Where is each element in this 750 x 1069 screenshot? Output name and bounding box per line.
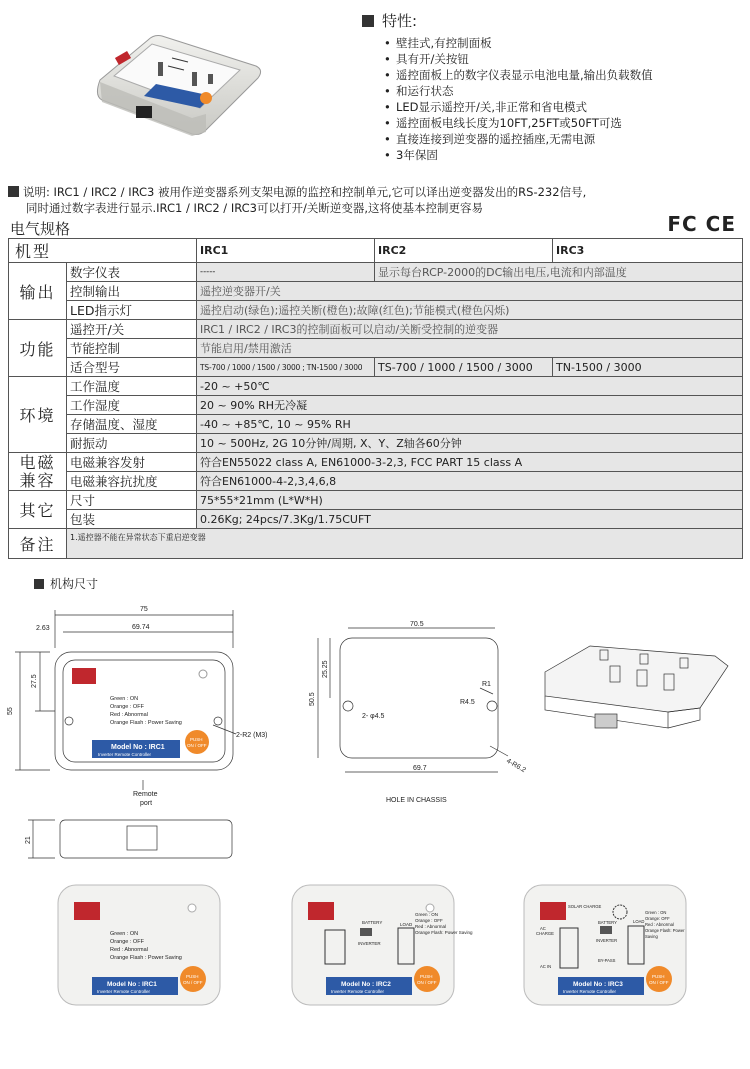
panel-subtitle: Inverter Remote Controller <box>563 989 617 994</box>
table-row <box>9 453 743 472</box>
chassis-outline <box>340 638 498 758</box>
square-bullet-icon <box>34 579 44 589</box>
row-label: 数字仪表 <box>67 263 197 282</box>
cell-value: 显示每台RCP-2000的DC输出电压,电流和内部温度 <box>375 263 743 282</box>
diagram-label: AC IN <box>540 964 552 969</box>
group-environment: 环境 <box>9 377 67 453</box>
cell-value: 符合EN55022 class A, EN61000-3-2,3, FCC PART 15 class A <box>197 453 743 472</box>
row-label: LED指示灯 <box>67 301 197 320</box>
push-label: PUSH <box>652 974 665 979</box>
feature-item: • 直接连接到逆变器的遥控插座,无需电源 <box>384 131 742 147</box>
cell-value: 符合EN61000-4-2,3,4,6,8 <box>197 472 743 491</box>
panel-model: Model No : IRC2 <box>341 981 391 988</box>
cell-value: ----- <box>197 263 375 282</box>
spec-table <box>8 238 743 559</box>
cell-value: TN-1500 / 3000 <box>553 358 743 377</box>
legend-text: Red : Abnormal <box>645 922 674 927</box>
group-function: 功能 <box>9 320 67 377</box>
cell-value: -20 ~ +50℃ <box>197 377 743 396</box>
remote-port-label: port <box>140 800 153 807</box>
certification-logos: FC CE <box>667 212 736 236</box>
legend-text: Green : ON <box>415 912 439 917</box>
diagram-label: AC <box>540 926 546 931</box>
table-row <box>9 263 743 282</box>
row-label: 耐振动 <box>67 434 197 453</box>
diagram-label: SOLAR CHARGE <box>568 904 602 909</box>
table-row <box>9 301 743 320</box>
cell-value: 节能启用/禁用激活 <box>197 339 743 358</box>
feature-item: • 和运行状态 <box>384 83 742 99</box>
dimension-drawings <box>0 590 750 1069</box>
dim-label: 25.25 <box>322 660 329 678</box>
diagram-label: BATTERY <box>362 920 383 925</box>
header-model: 机型 <box>9 239 197 263</box>
header-irc2: IRC2 <box>375 239 553 263</box>
table-row <box>9 396 743 415</box>
group-others: 其它 <box>9 491 67 529</box>
dim-label: 2.63 <box>36 625 50 632</box>
push-label: PUSH <box>190 737 203 742</box>
panel-model: Model No : IRC1 <box>111 744 165 751</box>
diagram-label: CHARGE <box>536 931 554 936</box>
table-row <box>9 472 743 491</box>
cell-value: 0.26Kg; 24pcs/7.3Kg/1.75CUFT <box>197 510 743 529</box>
diagram-label: LOAD <box>400 922 413 927</box>
dim-label: 4-R6.2 <box>505 757 527 775</box>
diagram-label: INVERTER <box>596 938 618 943</box>
dim-label: 55 <box>7 707 14 715</box>
table-row <box>9 415 743 434</box>
push-label: PUSH <box>420 974 433 979</box>
table-row <box>9 320 743 339</box>
table-row <box>9 434 743 453</box>
dim-label: 50.5 <box>309 692 316 706</box>
dim-label: R1 <box>482 681 491 688</box>
row-label: 电磁兼容发射 <box>67 453 197 472</box>
legend-text: Red : Abnormal <box>110 947 148 953</box>
square-bullet-icon <box>8 186 19 197</box>
legend-text: Orange Flash : Power Saving <box>110 955 182 961</box>
cell-value: -40 ~ +85℃, 10 ~ 95% RH <box>197 415 743 434</box>
dim-label: 69.7 <box>413 765 427 772</box>
dim-label: R4.5 <box>460 699 475 706</box>
diagram-label: BATTERY <box>598 920 617 925</box>
row-label: 存储温度、湿度 <box>67 415 197 434</box>
spec-title: 电气规格 <box>10 220 71 238</box>
panel-model: Model No : IRC1 <box>107 981 157 988</box>
header-irc1: IRC1 <box>197 239 375 263</box>
square-bullet-icon <box>362 15 374 27</box>
feature-item: • 遥控面板上的数字仪表显示电池电量,输出负载数值 <box>384 67 742 83</box>
legend-text: Red : Abnormal <box>110 712 148 718</box>
cell-value: 遥控逆变器开/关 <box>197 282 743 301</box>
legend-text: Green : ON <box>110 931 139 937</box>
feature-item: • LED显示遥控开/关,非正常和省电模式 <box>384 99 742 115</box>
table-row <box>9 339 743 358</box>
table-row <box>9 510 743 529</box>
panel-subtitle: Inverter Remote Controller <box>331 989 385 994</box>
push-label: ON / OFF <box>417 980 437 985</box>
features-title: 特性: <box>362 10 742 31</box>
push-label: ON / OFF <box>649 980 669 985</box>
feature-item: • 壁挂式,有控制面板 <box>384 35 742 51</box>
legend-text: Red : Abnormal <box>415 924 447 929</box>
push-label: ON / OFF <box>187 743 207 748</box>
legend-text: Saving <box>645 934 658 939</box>
cell-value: 20 ~ 90% RH无冷凝 <box>197 396 743 415</box>
legend-text: Orange : OFF <box>110 939 144 945</box>
cell-value: TS-700 / 1000 / 1500 / 3000 ; TN-1500 / 3000 <box>197 358 375 377</box>
feature-item: • 具有开/关按钮 <box>384 51 742 67</box>
product-photo <box>88 22 270 142</box>
cell-value: 10 ~ 500Hz, 2G 10分钟/周期, X、Y、Z轴各60分钟 <box>197 434 743 453</box>
dim-label: 21 <box>25 836 32 844</box>
diagram-label: BY-PASS <box>598 958 616 963</box>
group-note: 备注 <box>9 529 67 559</box>
dimensions-title: 机构尺寸 <box>34 575 98 592</box>
row-label: 控制输出 <box>67 282 197 301</box>
panel-subtitle: Inverter Remote Controller <box>98 752 152 757</box>
dim-label: 69.74 <box>132 624 150 631</box>
legend-text: Green : ON <box>110 696 139 702</box>
legend-text: Orange Flash: Power <box>645 928 685 933</box>
table-row <box>9 491 743 510</box>
dim-label: 27.5 <box>31 674 38 688</box>
legend-text: Orange Flash : Power Saving <box>110 720 182 726</box>
row-label: 工作温度 <box>67 377 197 396</box>
table-row <box>9 358 743 377</box>
table-header-row <box>9 239 743 263</box>
row-label: 适合型号 <box>67 358 197 377</box>
feature-item: • 3年保固 <box>384 147 742 163</box>
row-label: 尺寸 <box>67 491 197 510</box>
group-emc: 电磁兼容 <box>9 453 67 491</box>
table-row <box>9 377 743 396</box>
iso-view-outline <box>545 646 728 712</box>
dim-label: 75 <box>140 606 148 613</box>
push-label: PUSH <box>186 974 199 979</box>
dim-label: 2-R2 (M3) <box>236 732 268 739</box>
header-irc3: IRC3 <box>553 239 743 263</box>
cell-value: 遥控启动(绿色);遥控关断(橙色);故障(红色);节能模式(橙色闪烁) <box>197 301 743 320</box>
dim-label: 70.5 <box>410 621 424 628</box>
row-label: 电磁兼容抗扰度 <box>67 472 197 491</box>
row-label: 遥控开/关 <box>67 320 197 339</box>
features-section <box>362 10 742 163</box>
description-line: 同时通过数字表进行显示.IRC1 / IRC2 / IRC3可以打开/关断逆变器,这将使基本控制更容易 <box>26 201 484 215</box>
row-label: 工作湿度 <box>67 396 197 415</box>
row-label: 节能控制 <box>67 339 197 358</box>
panel-subtitle: Inverter Remote Controller <box>97 989 151 994</box>
legend-text: Orange : OFF <box>110 704 144 710</box>
description-line: 说明: IRC1 / IRC2 / IRC3 被用作逆变器系列支架电源的监控和控制单元,它可以译出逆变器发出的RS-232信号, <box>23 185 587 199</box>
feature-item: • 遥控面板电线长度为10FT,25FT或50FT可选 <box>384 115 742 131</box>
legend-text: Orange Flash: Power Saving <box>415 930 473 935</box>
legend-text: Green : ON <box>645 910 667 915</box>
diagram-label: LOAD <box>633 919 645 924</box>
remote-port-label: Remote <box>133 791 158 798</box>
cell-value: 1.遥控器不能在异常状态下重启逆变器 <box>67 529 743 559</box>
dim-label: 2- φ4.5 <box>362 713 385 720</box>
legend-text: Orange: OFF <box>645 916 670 921</box>
diagram-label: INVERTER <box>358 941 381 946</box>
legend-text: Orange : OFF <box>415 918 443 923</box>
cell-value: IRC1 / IRC2 / IRC3的控制面板可以启动/关断受控制的逆变器 <box>197 320 743 339</box>
table-row <box>9 529 743 559</box>
description <box>8 184 743 216</box>
cell-value: TS-700 / 1000 / 1500 / 3000 <box>375 358 553 377</box>
table-row <box>9 282 743 301</box>
push-label: ON / OFF <box>183 980 203 985</box>
chassis-caption: HOLE IN CHASSIS <box>386 797 447 804</box>
group-output: 输出 <box>9 263 67 320</box>
panel-model: Model No : IRC3 <box>573 981 623 988</box>
row-label: 包装 <box>67 510 197 529</box>
cell-value: 75*55*21mm (L*W*H) <box>197 491 743 510</box>
features-list <box>384 35 742 163</box>
